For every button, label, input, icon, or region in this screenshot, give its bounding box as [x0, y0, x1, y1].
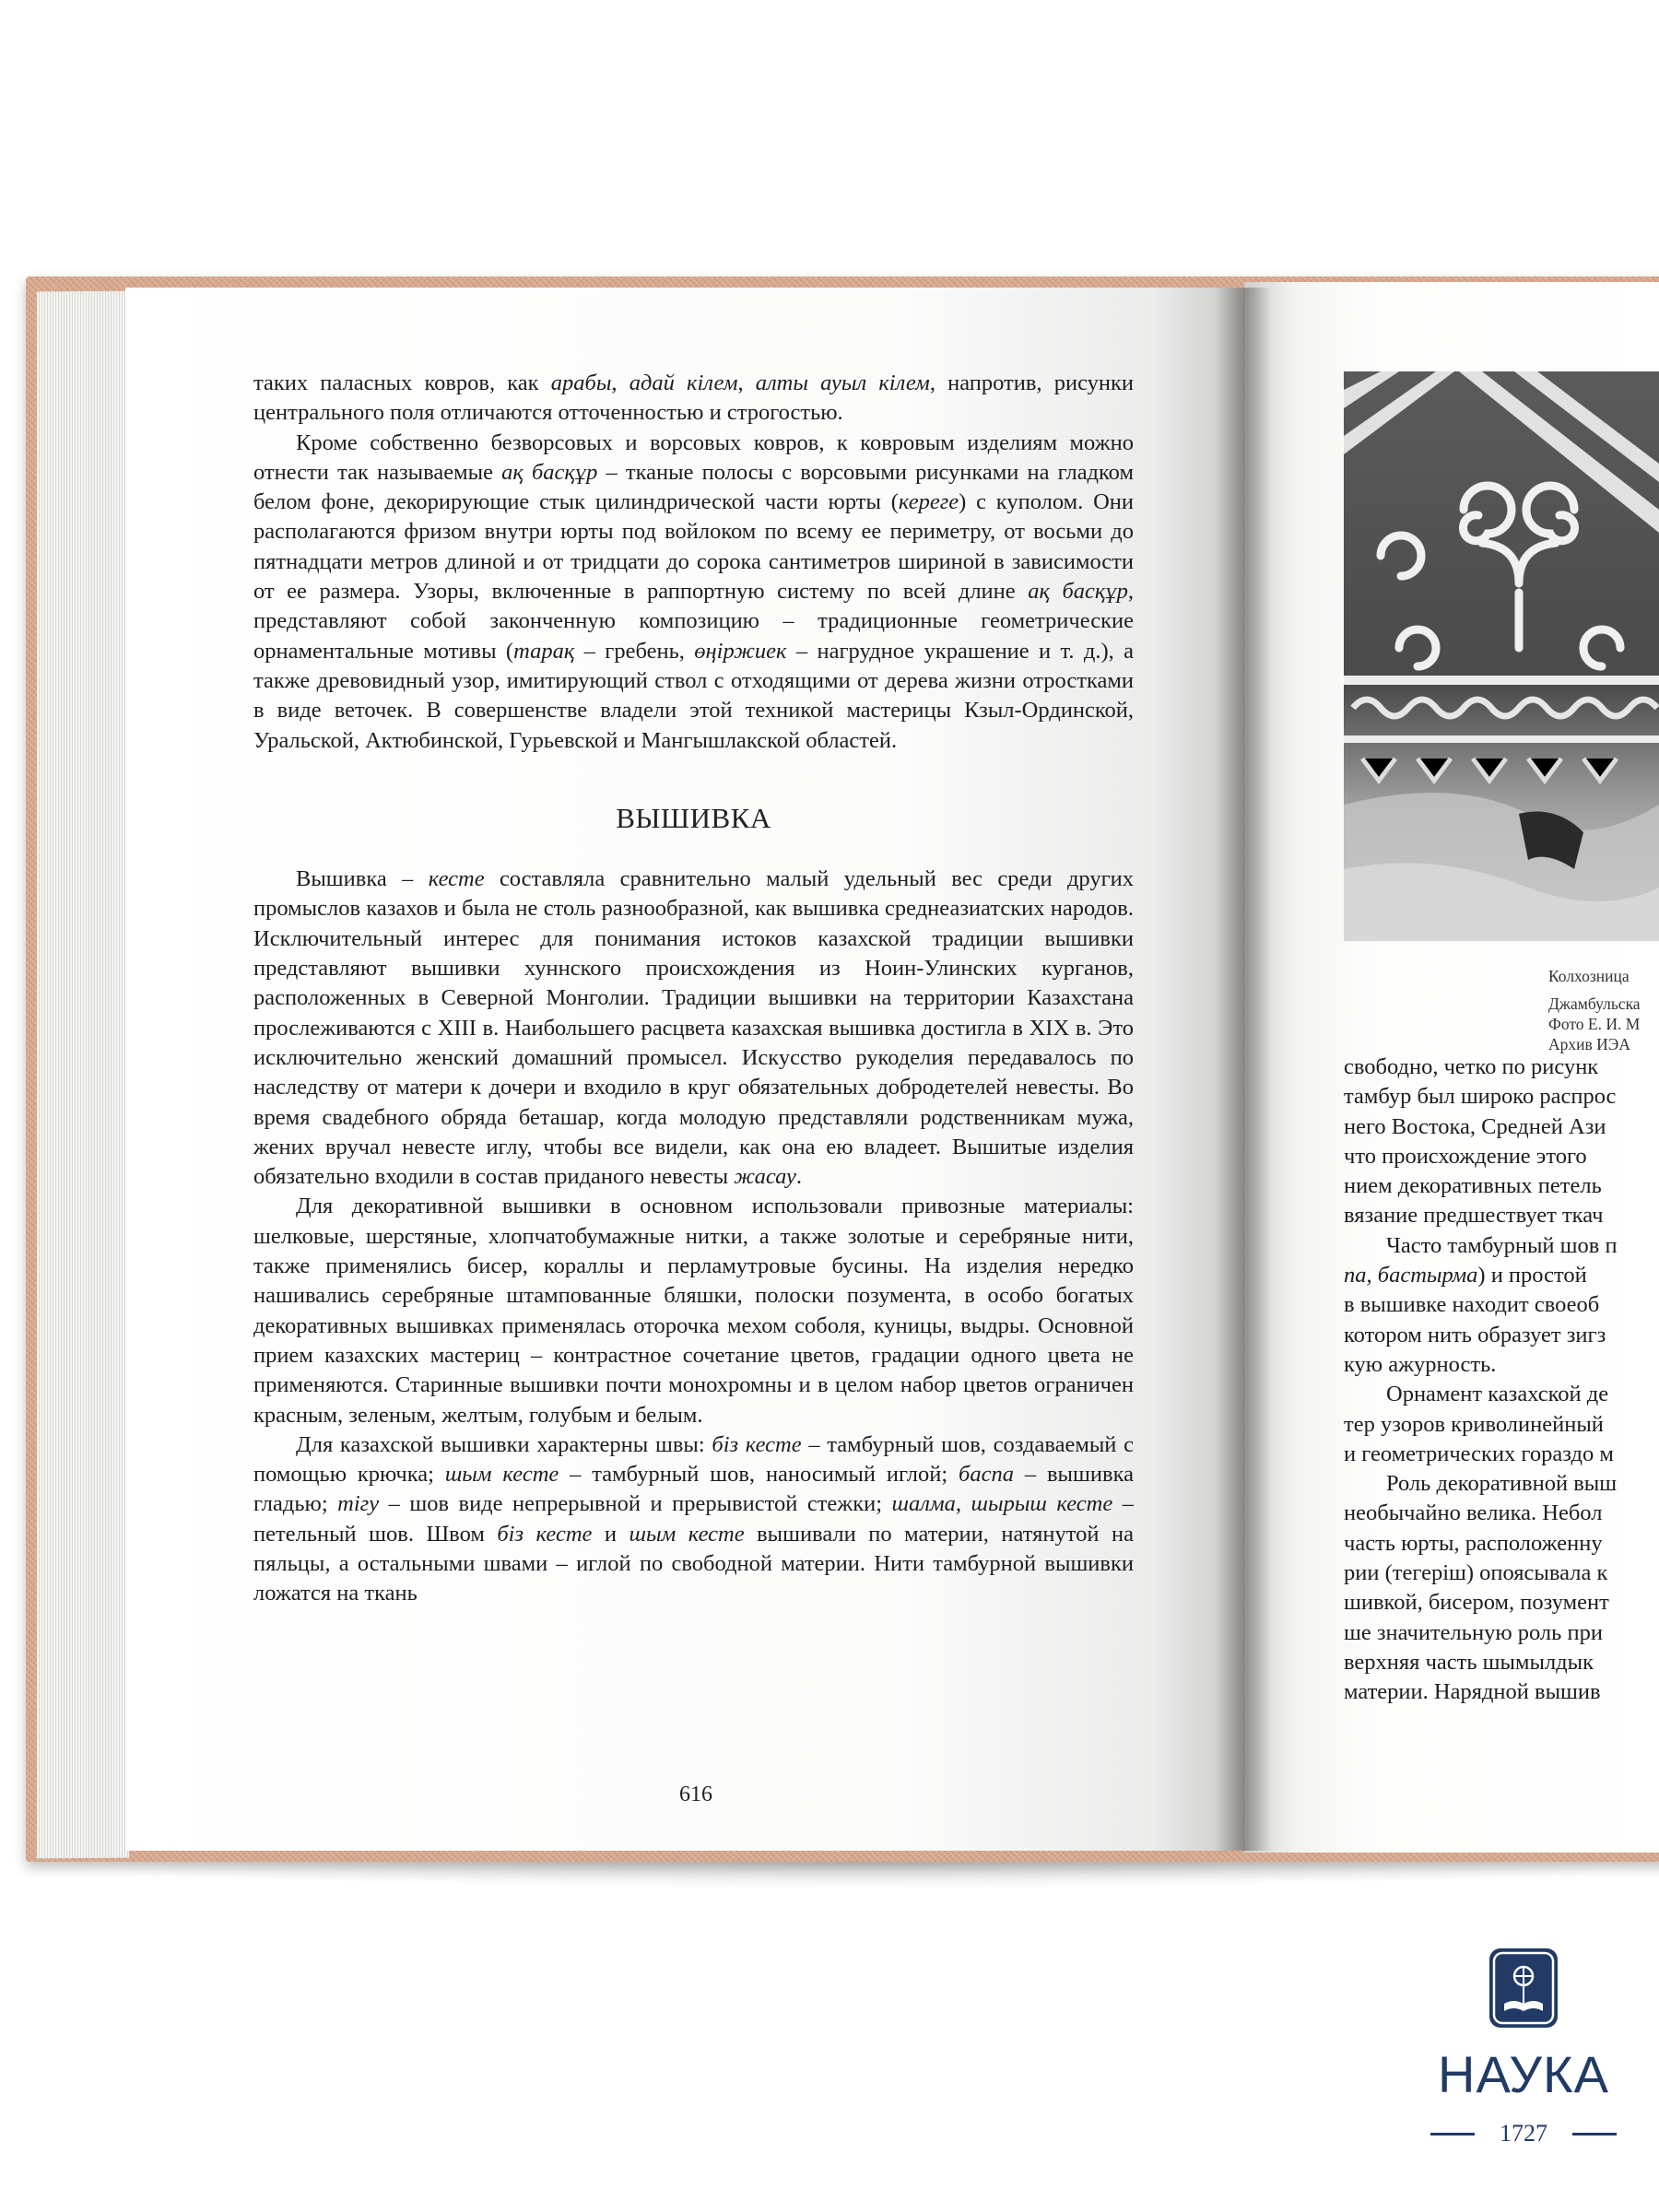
- text-run: , представляют собой законченную композицию – традиционные геометрические орнаментальные мотивы (: [253, 579, 1134, 664]
- right-page-line: свободно, четко по рисунк: [1344, 1054, 1599, 1079]
- right-page-line: в вышивке находит своеоб: [1344, 1292, 1600, 1318]
- italic-term: шырыш кесте: [971, 1491, 1113, 1517]
- caption-line: Фото Е. И. М: [1548, 1015, 1641, 1033]
- italic-term: адай кілем: [629, 371, 738, 395]
- right-page-line: рии (тегеріш) опоясывала к: [1344, 1560, 1608, 1586]
- text-run: Кроме собственно безворсовых и ворсовых ковров, к ковровым изделиям можно отнести так называемые: [253, 429, 1134, 485]
- page-number: 616: [679, 1783, 712, 1806]
- caption-line: Колхозница: [1548, 967, 1630, 985]
- italic-term: ақ басқұр: [1028, 579, 1128, 605]
- italic-term: алты ауыл кілем: [755, 371, 930, 395]
- text-run: ) с куполом. Они располагаются фризом внутри юрты под войлоком по всему ее периметру, от восьми до пятнадцати метров длиной и от тридцати до сорока сантиметров шириной в зависимости от ее размера. Узоры, включенные в раппортную систему по всей длине: [253, 489, 1134, 605]
- book-gutter: [1215, 288, 1272, 1851]
- right-page-line: материи. Нарядной вышив: [1344, 1679, 1601, 1705]
- text-run: таких паласных ковров, как: [253, 371, 551, 395]
- logo-year: 1727: [1500, 2120, 1547, 2147]
- text-run: – нагрудное украшение и т. д.), а также древовидный узор, имитирующий ствол с отходящими от дерева жизни отростками в виде веточек. В совершенстве владели этой техникой мастерицы Кзыл-Ординской, Уральской, Актюбинской, Гурьевской и Мангышлакской областей.: [253, 638, 1134, 753]
- photo-caption: [1548, 966, 1659, 1054]
- right-page-line: Роль декоративной выш: [1386, 1471, 1618, 1497]
- right-page-line: него Востока, Средней Ази: [1344, 1113, 1606, 1139]
- right-page-line: кую ажурность.: [1344, 1351, 1497, 1377]
- right-page-line: тамбур был широко распрос: [1344, 1084, 1617, 1110]
- right-page-line: нием декоративных петель: [1344, 1173, 1602, 1199]
- embroidery-photo-image: [1344, 371, 1659, 941]
- text-run: вышивали по материи, натянутой на пяльцы, а остальными швами – иглой по свободной материи. Нити тамбурной вышивки ложатся на ткань: [253, 1521, 1134, 1606]
- italic-term: жасау: [734, 1164, 796, 1190]
- logo-rule: [1572, 2133, 1617, 2136]
- italic-term: өңіржиек: [694, 638, 787, 664]
- paragraph: [253, 1192, 1134, 1430]
- italic-term: тарақ: [513, 638, 575, 664]
- section-heading: ВЫШИВКА: [616, 801, 771, 834]
- logo-rule: [1430, 2133, 1475, 2136]
- paragraph: [253, 1430, 1134, 1609]
- right-page-line: тер узоров криволинейный: [1344, 1411, 1604, 1437]
- caption-line: Джамбульска: [1548, 994, 1641, 1013]
- text-run: – тамбурный шов, наносимый иглой;: [559, 1462, 959, 1488]
- text-run: – тканые полосы с ворсовыми рисунками на гладком белом фоне, декорирующие стык цилиндрической части юрты (: [253, 459, 1134, 515]
- left-page-edges: [37, 291, 129, 1859]
- text-run: – тамбурный шов, создаваемый с помощью крючка;: [253, 1431, 1134, 1488]
- caption-line: Архив ИЭА: [1548, 1035, 1630, 1053]
- paragraph: [253, 369, 1134, 429]
- right-page-line: вязание предшествует ткач: [1344, 1203, 1604, 1229]
- text-run: – петельный шов. Швом: [253, 1491, 1134, 1547]
- italic-term: шым кесте: [629, 1521, 745, 1547]
- italic-term: арабы: [550, 371, 612, 395]
- text-run: Вышивка –: [296, 866, 429, 892]
- right-page-line: па, бастырма) и простой: [1344, 1263, 1587, 1288]
- right-page-line: часть юрты, расположенну: [1344, 1530, 1603, 1556]
- right-page-line: Орнамент казахской де: [1386, 1382, 1609, 1407]
- text-run: – гребень,: [574, 638, 695, 664]
- right-page-line: необычайно велика. Небол: [1344, 1500, 1603, 1526]
- right-page-line: ше значительную роль при: [1344, 1619, 1603, 1645]
- italic-term: кереге: [898, 489, 959, 515]
- logo-year-row: [1427, 2120, 1620, 2147]
- right-page-line: Часто тамбурный шов п: [1386, 1232, 1618, 1258]
- left-page-text: [253, 369, 1134, 1609]
- text-run: ,: [955, 1491, 971, 1517]
- paragraph: [253, 865, 1134, 1192]
- logo-name: НАУКА: [1438, 2045, 1609, 2103]
- text-run: – шов виде непрерывной и прерывистой стежки;: [379, 1491, 892, 1517]
- right-page-line: и геометрических гораздо м: [1344, 1441, 1614, 1466]
- right-page-text: [1344, 1053, 1659, 1708]
- right-page-line: шивкой, бисером, позумент: [1344, 1590, 1609, 1616]
- text-run: Для казахской вышивки характерны швы:: [296, 1431, 712, 1457]
- text-run: – вышивка гладью;: [253, 1462, 1134, 1517]
- text-run: ,: [611, 371, 629, 395]
- italic-term: баспа: [959, 1462, 1014, 1488]
- italic-term: тігу: [337, 1491, 380, 1517]
- italic-term: біз кесте: [497, 1521, 593, 1547]
- italic-term: шалма: [891, 1491, 956, 1517]
- publisher-logo: [1427, 1948, 1620, 2170]
- italic-term: ақ басқұр: [501, 459, 598, 485]
- text-run: составляла сравнительно малый удельный вес среди других промыслов казахов и была не столь разнообразной, как вышивка среднеазиатских народов. Исключительный интерес для понимания истоков казахской традиции вышивки представляют вышивки хуннского происхождения из Ноин-Улинских курганов, расположенных в Северной Монголии. Традиции вышивки на территории Казахстана прослеживаются с XIII в. Наибольшего расцвета казахская вышивка достигла в XIX в. Это исключительно женский домашний промысел. Искусство рукоделия передавалось по наследству от матери к дочери и входило в круг обязательных добродетелей невесты. Во время свадебного обряда беташар, когда молодую представляли родственникам мужа, жених вручал невесте иглу, чтобы все видели, как она ею владеет. Вышитые изделия обязательно входили в состав приданого невесты: [253, 866, 1134, 1190]
- embroidery-photo: [1344, 371, 1659, 941]
- italic-term: біз кесте: [712, 1431, 802, 1457]
- italic-term: кесте: [428, 866, 485, 892]
- logo-emblem-icon: [1489, 1948, 1558, 2028]
- right-page-line: котором нить образует зигз: [1344, 1322, 1606, 1347]
- right-page-line: что происхождение этого: [1344, 1143, 1587, 1169]
- italic-term: па, бастырма: [1344, 1263, 1478, 1288]
- text-run: .: [795, 1164, 803, 1190]
- text-run: и: [592, 1521, 629, 1547]
- text-run: Для декоративной вышивки в основном использовали привозные материалы: шелковые, шерстяные, хлопчатобумажные нитки, а также золотые и серебряные нити, также применялись бисер, кораллы и перламутровые бусины. На изделия нередко нашивались серебряные штампованные бляшки, полоски позумента, в особо богатых декоративных вышивках применялась оторочка мехом соболя, куницы, выдры. Основной прием казахских мастериц – контрастное сочетание цветов, градации одного цвета не применяются. Старинные вышивки почти монохромны и в целом набор цветов ограничен красным, зеленым, желтым, голубым и белым.: [253, 1194, 1134, 1428]
- text-run: , напротив, рисунки центрального поля отличаются отточенностью и строгостью.: [253, 371, 1134, 426]
- paragraph: [253, 429, 1134, 756]
- right-page-line: верхняя часть шымылдык: [1344, 1649, 1594, 1675]
- italic-term: шым кесте: [444, 1462, 559, 1488]
- text-run: ,: [737, 371, 756, 395]
